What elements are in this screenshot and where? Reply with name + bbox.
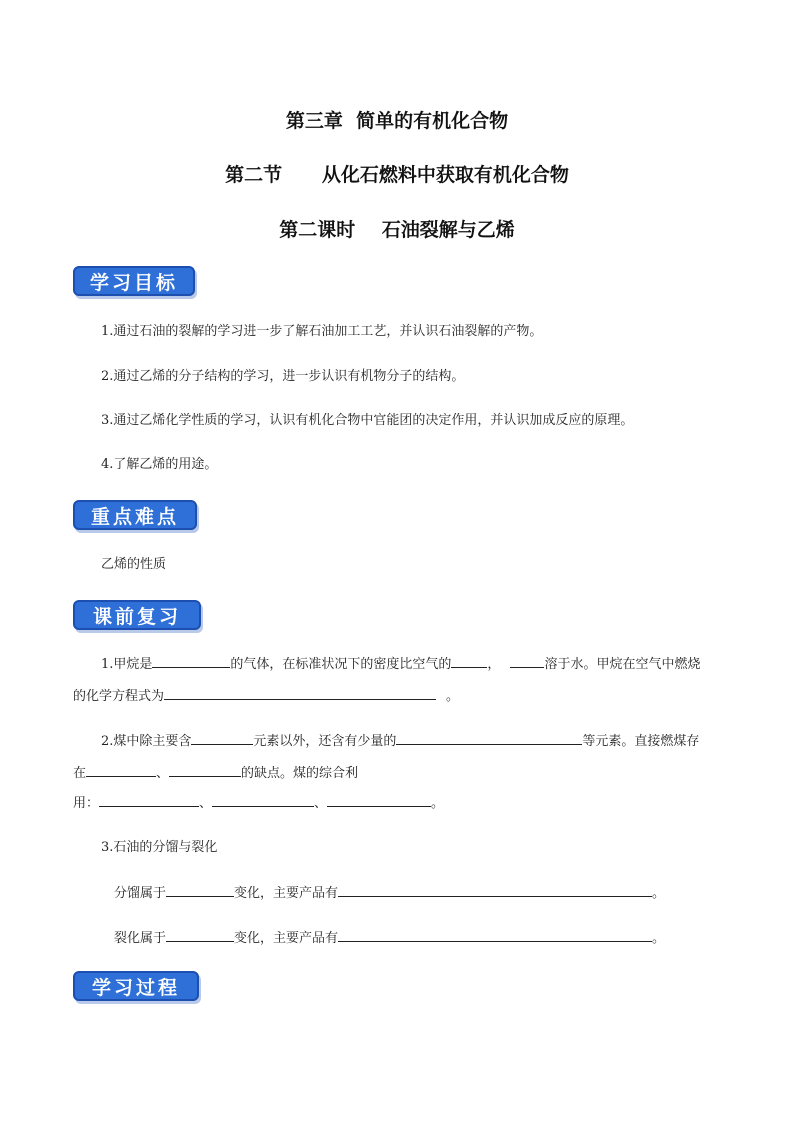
objectives-badge: 学习目标 [73, 266, 195, 296]
q1-text: 溶于水。甲烷在空气中燃烧 [544, 657, 701, 672]
review-q2-line1 [101, 732, 699, 751]
q1-blank-1[interactable] [152, 655, 230, 668]
section-title: 第二节 从化石燃料中获取有机化合物 [225, 164, 569, 186]
q1-blank-2[interactable] [451, 655, 487, 668]
chapter-title: 第三章 简单的有机化合物 [285, 110, 509, 132]
review-q2-line2 [73, 764, 358, 783]
q3-text: 裂化属于 [114, 931, 167, 946]
objective-item: 2.通过乙烯的分子结构的学习，进一步认识有机物分子的结构。 [101, 369, 465, 384]
review-q3-heading: 3.石油的分馏与裂化 [101, 840, 218, 855]
process-badge: 学习过程 [73, 971, 199, 1001]
q2-blank-1[interactable] [191, 732, 253, 745]
q1-blank-3[interactable] [510, 655, 544, 668]
objective-item: 1.通过石油的裂解的学习进一步了解石油加工工艺，并认识石油裂解的产物。 [101, 324, 543, 339]
q3-text: 。 [652, 931, 666, 946]
review-q1-line2 [73, 687, 459, 706]
lesson-title: 第二课时 石油裂解与乙烯 [279, 219, 515, 241]
objective-item: 4.了解乙烯的用途。 [101, 457, 218, 472]
q3-blank-2[interactable] [338, 884, 652, 897]
q2-blank-2[interactable] [396, 732, 582, 745]
key-point-text: 乙烯的性质 [101, 557, 167, 572]
review-q1-line1 [101, 655, 700, 674]
q2-text: 的缺点。煤的综合利 [241, 766, 359, 781]
q2-blank-3[interactable] [86, 764, 156, 777]
q2-text: 2.煤中除主要含 [101, 734, 192, 749]
q3-text: 。 [652, 886, 666, 901]
q3-blank-3[interactable] [166, 929, 234, 942]
q1-blank-4[interactable] [164, 687, 436, 700]
q3-text: 变化，主要产品有 [234, 931, 339, 946]
objective-item: 3.通过乙烯化学性质的学习，认识有机化合物中官能团的决定作用，并认识加成反应的原理。 [101, 413, 634, 428]
q2-blank-6[interactable] [212, 794, 314, 807]
review-q2-line3 [73, 794, 444, 813]
q2-text: 、 [314, 796, 328, 811]
q1-text: 1.甲烷是 [101, 657, 153, 672]
q2-text: 。 [431, 796, 445, 811]
key-points-badge: 重点难点 [73, 500, 197, 530]
q2-text: 元素以外，还含有少量的 [253, 734, 397, 749]
q1-text: 。 [446, 689, 460, 704]
q1-text: 的气体，在标准状况下的密度比空气的 [230, 657, 452, 672]
review-badge: 课前复习 [73, 600, 201, 630]
q2-blank-7[interactable] [327, 794, 431, 807]
q1-text: ， [487, 657, 501, 672]
q2-blank-5[interactable] [99, 794, 199, 807]
q3-blank-1[interactable] [166, 884, 234, 897]
q2-text: 、 [156, 766, 170, 781]
review-q3-line-a [114, 884, 665, 903]
q2-blank-4[interactable] [169, 764, 241, 777]
q2-text: 在 [73, 766, 87, 781]
q3-text: 变化，主要产品有 [234, 886, 339, 901]
q3-text: 分馏属于 [114, 886, 167, 901]
q2-text: 等元素。直接燃煤存 [582, 734, 700, 749]
q2-text: 、 [199, 796, 213, 811]
review-q3-line-b [114, 929, 665, 948]
q1-text: 的化学方程式为 [73, 689, 165, 704]
q3-blank-4[interactable] [338, 929, 652, 942]
q2-text: 用： [73, 796, 100, 811]
